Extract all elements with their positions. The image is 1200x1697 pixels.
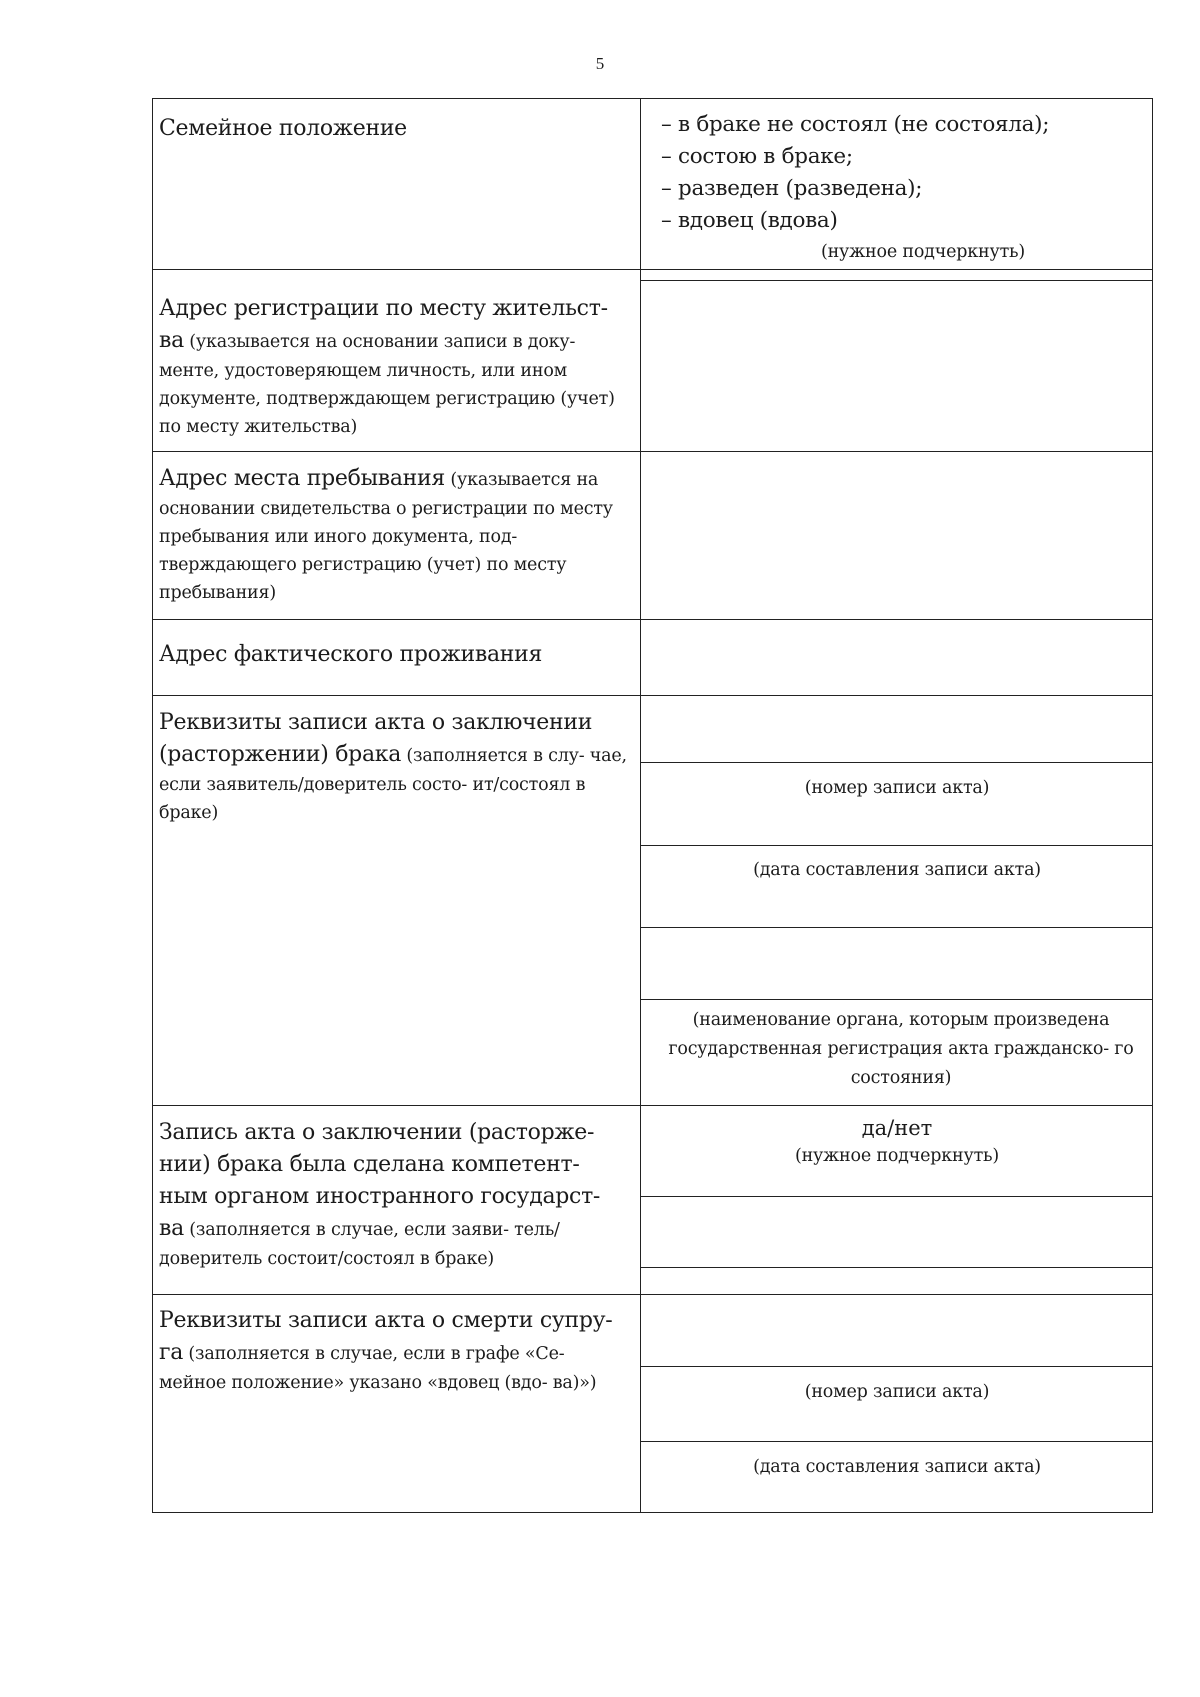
- foreign-record-choice[interactable]: да/нет: [861, 1116, 933, 1140]
- registration-address-note: (указывается на основании записи в доку- менте, удостоверяющем личность, или ином документе, подтверждающем регистрацию (учет) по месту жительства): [159, 332, 615, 437]
- marriage-record-authority-hint: (наименование органа, которым произведена государственная регистрация акта гражданско- го состояния): [668, 1010, 1134, 1088]
- death-record-note: (заполняется в случае, если в графе «Се- мейное положение» указано «вдовец (вдо- ва)»): [159, 1344, 597, 1393]
- stay-address-note: (указывается на основании свидетельства о регистрации по месту пребывания или иного документа, под- тверждающего регистрацию (учет) по месту пребывания): [159, 470, 613, 603]
- registration-address-label-cell: [159, 293, 629, 441]
- cell-divider: [640, 999, 1152, 1000]
- marriage-record-authority-input[interactable]: [646, 927, 1148, 999]
- foreign-record-input[interactable]: [646, 1196, 1148, 1294]
- cell-divider: [640, 762, 1152, 763]
- death-record-label-cell: [159, 1305, 629, 1397]
- death-record-number-input[interactable]: [646, 1294, 1148, 1366]
- stay-address-label-cell: [159, 463, 629, 607]
- registration-address-input[interactable]: [646, 280, 1148, 450]
- column-divider: [640, 99, 641, 1512]
- stay-address-input[interactable]: [646, 451, 1148, 619]
- option-married[interactable]: – состою в браке;: [661, 144, 853, 169]
- death-record-date-input[interactable]: [646, 1366, 1148, 1441]
- foreign-record-label-cell: [159, 1117, 629, 1273]
- actual-address-label-cell: [159, 639, 629, 671]
- application-form-table: [152, 98, 1153, 1513]
- stay-address-label: Адрес места пребывания: [159, 466, 445, 491]
- marriage-record-label-cell: [159, 707, 629, 827]
- death-record-number-hint: (номер записи акта): [804, 1382, 990, 1402]
- marriage-record-number-hint: (номер записи акта): [804, 778, 990, 798]
- death-record-label: Реквизиты записи акта о смерти супру- га: [159, 1308, 613, 1365]
- marital-status-options[interactable]: [661, 109, 1163, 237]
- page-number: 5: [595, 54, 605, 73]
- actual-address-label: Адрес фактического проживания: [159, 642, 543, 667]
- row-divider: [153, 1105, 1152, 1106]
- marriage-record-label: Реквизиты записи акта о заключении (расторжении) брака: [159, 710, 593, 767]
- cell-divider: [640, 1441, 1152, 1442]
- actual-address-input[interactable]: [646, 619, 1148, 695]
- option-never-married[interactable]: – в браке не состоял (не состояла);: [661, 112, 1050, 137]
- foreign-record-label: Запись акта о заключении (расторже- нии) брака была сделана компетент- ным органом иностранного государст- ва: [159, 1120, 601, 1241]
- marital-status-label: Семейное положение: [159, 116, 407, 141]
- marriage-record-number-input[interactable]: [646, 695, 1148, 762]
- marital-status-hint: (нужное подчеркнуть): [820, 242, 1026, 262]
- foreign-record-hint: (нужное подчеркнуть): [794, 1146, 1000, 1166]
- marriage-record-note: (заполняется в слу- чае, если заявитель/доверитель состо- ит/состоял в браке): [159, 746, 627, 823]
- marriage-record-date-hint: (дата составления записи акта): [753, 860, 1041, 880]
- option-widowed[interactable]: – вдовец (вдова): [661, 208, 838, 233]
- foreign-record-note: (заполняется в случае, если заяви- тель/доверитель состоит/состоял в браке): [159, 1220, 560, 1269]
- registration-address-label: Адрес регистрации по месту жительст-: [159, 296, 608, 321]
- marital-status-label-cell: [159, 113, 629, 145]
- option-divorced[interactable]: – разведен (разведена);: [661, 176, 923, 201]
- row-divider: [153, 269, 1152, 270]
- death-record-date-hint: (дата составления записи акта): [753, 1457, 1041, 1477]
- registration-address-label-cont: ва: [159, 328, 184, 353]
